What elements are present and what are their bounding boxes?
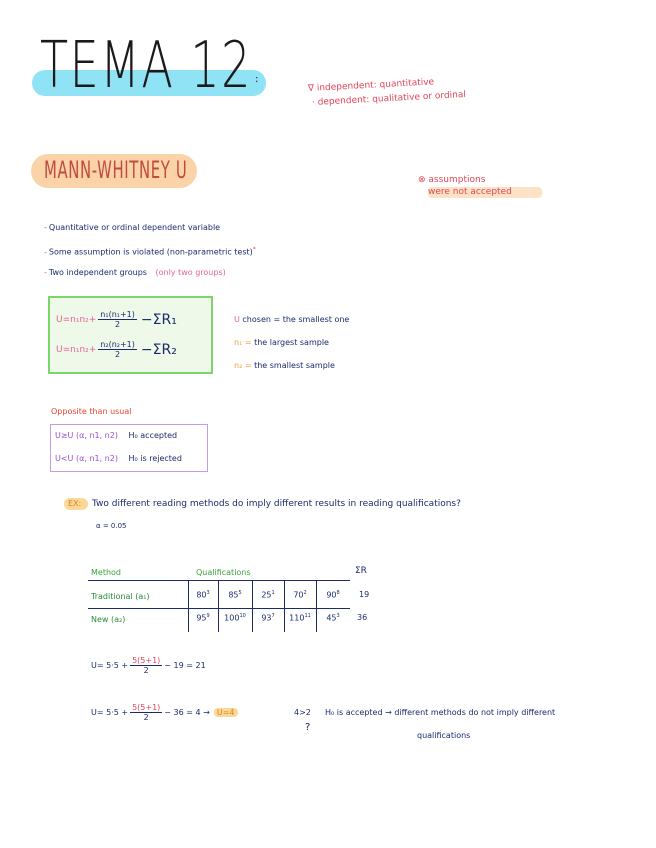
conclusion-text: H₀ is accepted → different methods do not imply different (325, 708, 556, 717)
opposite-label: Opposite than usual (51, 407, 132, 416)
table-cell: $100^{10}$ (224, 613, 246, 623)
title-colon: : (255, 74, 259, 85)
table-cell: $93^7$ (261, 613, 275, 623)
table-rule-mid (88, 608, 350, 609)
table-cell: $45^3$ (326, 613, 340, 623)
bullet-mark: * (252, 246, 256, 253)
note-key: n₁ = (234, 338, 252, 347)
bullet-dash: - (44, 223, 47, 232)
example-question: Two different reading methods do imply different results in reading qualifications? (92, 499, 461, 509)
note-text: chosen = the smallest one (242, 315, 350, 324)
decision-accept (55, 431, 177, 440)
decision-reject (55, 454, 182, 463)
table-cell: $70^2$ (293, 590, 307, 600)
table-cell: $90^8$ (326, 590, 340, 600)
table-header-sum: ΣR (355, 566, 367, 576)
calc-tail: − 19 = 21 (164, 661, 206, 670)
calc-fraction (130, 656, 162, 675)
formula-lhs: U=n₁n₂+ (56, 344, 97, 355)
fraction-denominator: 2 (115, 320, 121, 329)
fraction-denominator: 2 (143, 713, 149, 722)
calc-u2 (91, 703, 238, 722)
bullet-text: Quantitative or ordinal dependent variable (48, 223, 221, 232)
calc-u1 (91, 656, 206, 675)
note-key: n₂ = (234, 361, 252, 370)
note-text: the largest sample (254, 338, 329, 347)
assumptions-note (418, 174, 512, 198)
calc-lhs: U= 5·5 + (91, 661, 129, 670)
calc-tail: − 36 = 4 → (164, 708, 210, 717)
note-n1 (234, 338, 329, 347)
conclusion-compare: 4>2 (294, 708, 311, 717)
example-label: EX: (68, 499, 82, 508)
note-text: the smallest sample (254, 361, 335, 370)
table-row-label: Traditional (a₁) (91, 592, 150, 601)
table-header-method: Method (91, 568, 122, 577)
formula-u2 (56, 340, 177, 359)
table-col-divider (284, 580, 285, 632)
bullet-extra: (only two groups) (155, 268, 226, 277)
formula-box (48, 296, 213, 374)
table-cell: $95^9$ (196, 613, 210, 623)
fraction-numerator: 5(5+1) (132, 703, 161, 712)
table-header-qualifications: Qualifications (196, 568, 251, 577)
fraction-numerator: n₂(n₂+1) (100, 340, 135, 349)
assumptions-line1: ⊗ assumptions (418, 175, 486, 185)
formula-fraction (98, 340, 137, 359)
note-u-chosen (234, 315, 349, 324)
table-row-sum: 36 (357, 613, 368, 622)
table-cell: $80^3$ (196, 590, 210, 600)
table-col-divider (316, 580, 317, 632)
bullet-2 (44, 246, 256, 257)
bullet-dash: - (44, 247, 47, 257)
note-independent: ∇ independent: quantitative (307, 77, 435, 94)
note-n2 (234, 361, 335, 370)
table-col-divider (188, 580, 189, 632)
fraction-numerator: 5(5+1) (132, 656, 161, 665)
calc-fraction (130, 703, 162, 722)
note-dependent: · dependent: qualitative or ordinal (311, 89, 467, 108)
table-rule-top (88, 580, 350, 581)
table-col-divider (218, 580, 219, 632)
table-row-sum: 19 (359, 590, 370, 599)
bullet-text: Some assumption is violated (non-parametric test) (48, 247, 253, 257)
u-result-highlight: U=4 (214, 708, 238, 717)
table-row-label: New (a₂) (91, 615, 126, 624)
bullet-dash: - (44, 268, 47, 277)
table-col-divider (252, 580, 253, 632)
conclusion-text-2: qualifications (417, 731, 471, 740)
calc-lhs: U= 5·5 + (91, 708, 129, 717)
fraction-numerator: n₁(n₁+1) (100, 310, 135, 319)
note-key: U (234, 315, 240, 324)
formula-lhs: U=n₁n₂+ (56, 314, 97, 325)
formula-tail: −ΣR₁ (140, 311, 177, 328)
example-alpha: α = 0.05 (96, 522, 127, 530)
decision-result: H₀ accepted (128, 431, 178, 440)
table-cell: $85^5$ (228, 590, 242, 600)
decision-result: H₀ is rejected (128, 454, 182, 463)
page-title: TEMA 12 (40, 29, 252, 103)
table-cell: $25^1$ (261, 590, 275, 600)
decision-condition: U<U (α, n1, n2) (55, 454, 118, 463)
assumptions-line2: were not accepted (428, 187, 512, 197)
formula-u1 (56, 310, 177, 329)
bullet-3 (44, 268, 226, 277)
decision-condition: U≥U (α, n1, n2) (55, 431, 118, 440)
bullet-text: Two independent groups (48, 268, 147, 277)
table-cell: $110^{11}$ (289, 613, 311, 623)
section-title: MANN-WHITNEY U (44, 156, 188, 184)
formula-tail: −ΣR₂ (140, 341, 177, 358)
conclusion-question: ? (305, 722, 311, 733)
formula-fraction (98, 310, 137, 329)
fraction-denominator: 2 (115, 350, 121, 359)
bullet-1 (44, 223, 220, 232)
fraction-denominator: 2 (143, 666, 149, 675)
